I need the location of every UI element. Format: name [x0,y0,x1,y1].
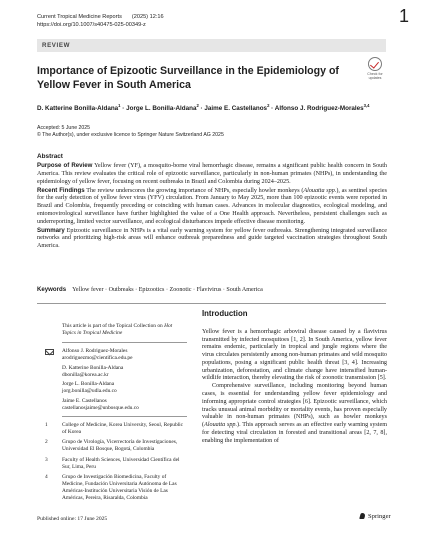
journal-issue: (2025) 12:16 [131,14,164,20]
findings-text-end: ), as sentinel species for the early detection of yellow fever virus (YFV) circulation. From January to May 2025, more than 100 epizootic events were reported in Brazil and Colombia, frequently preceding or coinciding with human cases. Advances in molecular diagnostics, ecological modeling, and entomovirological surveillance have further highlighted the value of a One Health approach. Nevertheless, persistent challenges such as underreporting, limited vector surveillance, and ecological disturbances impede effective disease monitoring. [37,187,387,225]
abstract-heading: Abstract [37,153,63,160]
affiliation-number: 3 [45,456,48,463]
section-divider [37,303,386,304]
published-online-date: Published online: 17 June 2025 [37,516,108,522]
publisher-name: Springer [368,513,391,520]
topical-collection-note [62,323,187,337]
contact-entry [62,398,187,412]
contact-name: D. Katterine Bonilla-Aldana [62,364,124,371]
affiliation-text: Grupo de Virología, Vicerrectoría de Investigaciones, Universidad El Bosque, Bogotá, Colombia [62,439,178,453]
author-name[interactable]: Jaime E. Castellanos [204,105,268,113]
purpose-label: Purpose of Review [37,162,93,170]
check-updates-line2: updates [368,76,382,81]
publisher-logo[interactable] [359,513,391,520]
introduction-section [202,310,387,446]
keyword[interactable]: · Flavivirus [192,287,222,293]
summary-label: Summary [37,226,65,234]
author-name[interactable]: Jorge L. Bonilla-Aldana [126,105,197,113]
species-name: Alouatta spp. [303,187,337,194]
affiliation-number: 4 [45,474,48,480]
check-updates-icon [368,57,382,71]
author-name[interactable]: Alfonso J. Rodriguez-Morales [274,105,364,113]
author-affiliation-ref: 2 [267,103,270,108]
contact-name: Jorge L. Bonilla-Aldana [62,381,115,388]
author-affiliation-ref: 3,4 [363,103,370,108]
contact-entry [62,365,187,379]
abstract-section [37,153,387,251]
affiliation-item [45,456,187,471]
affiliation-item [45,422,187,436]
contact-email[interactable]: dbonilla@korea.ac.kr [62,371,109,378]
article-title: Importance of Epizootic Surveillance in the Epidemiology of Yellow Fever in South America [37,65,339,91]
page-number: 1 [398,6,409,26]
keywords-label: Keywords [37,286,67,293]
keyword[interactable]: · Zoonotic [164,287,191,293]
keyword[interactable]: · South America [221,287,262,293]
abstract-summary [37,227,387,251]
author-list: D. Katterine Bonilla-Aldana$^1$ · Jorge L. Bonilla-Aldana$^2$ · Jaime E. Castellanos$^2$ · Alfonso J. Rodriguez-Morales$^{3,4}$ [37,103,370,113]
affiliation-text: Grupo de Investigación Biomedicina, Faculty of Medicine, Fundación Universitaria Autónoma de Las Américas-Institución Universitaria Visión de Las Américas, Pereira, Risaralda, Colombia [62,474,177,501]
springer-horse-icon [359,513,366,520]
findings-label: Recent Findings [37,186,85,194]
accepted-date: Accepted: 5 June 2025 [37,125,91,131]
contact-name: Alfonso J. Rodriguez-Morales [62,347,128,354]
contact-entry [62,348,187,362]
affiliation-text: College of Medicine, Korea University, Seoul, Republic of Korea [62,422,184,435]
journal-header [37,14,174,29]
journal-name: Current Tropical Medicine Reports [37,14,122,20]
keyword[interactable]: · Epizootics [134,287,165,293]
paragraph-text-start: Comprehensive surveillance, including monitoring beyond human cases, is essential for understanding yellow fever epidemiology and informing appropriate control strategies [6]. Epizootic surveillance, which tracks unusual animal morbidity or mortality events, has proven especially valuable in non-human primates (NHPs), such as howler monkeys ( [202,383,387,429]
article-dates [37,125,224,139]
corresponding-author-block [62,348,187,412]
summary-text: Epizootic surveillance in NHPs is a vital early warning system for yellow fever outbreaks. Strengthening integrated surveillance networks and prioritizing high-risk areas will enhance outbreak preparedness and guide targeted vaccination strategies throughout South America. [37,227,387,250]
collection-name: Hot Topics in Tropical Medicine [62,323,173,336]
affiliation-number: 1 [45,422,48,429]
affiliation-item [45,439,187,453]
envelope-icon [45,349,54,355]
findings-text-start: The review underscores the growing importance of NHPs, especially howler monkeys ( [86,187,304,194]
contact-name: Jaime E. Castellanos [62,398,107,405]
keywords-row [37,286,263,294]
introduction-paragraph [202,383,387,445]
paragraph-text-end: ). This approach serves as an effective early warning system for detecting viral circulation in forested and transitional areas [2, 7, 8], enabling the implementation of [202,422,387,444]
species-name: Alouatta spp. [204,422,238,429]
abstract-findings [37,187,387,227]
abstract-purpose [37,162,387,186]
author-affiliation-ref: 2 [196,103,199,108]
author-affiliation-ref: 1 [118,103,121,108]
doi-link[interactable]: https://doi.org/10.1007/s40475-025-00349-z [37,21,146,28]
check-for-updates-badge[interactable] [364,57,386,80]
article-type-label: REVIEW [42,41,71,49]
purpose-text: Yellow fever (YF), a mosquito-borne viral hemorrhagic disease, remains a significant public health concern in South America. This review evaluates the critical role of epizootic surveillance, particularly in non-human primates (NHPs), in understanding the epidemiology of yellow fever, focusing on recent outbreaks in Brazil and Colombia during 2024–2025. [37,163,388,185]
contact-email[interactable]: jorg.bonilla@udla.edu.co [62,388,117,395]
affiliation-number: 2 [45,439,48,446]
copyright-notice: © The Author(s), under exclusive licence to Springer Nature Switzerland AG 2025 [37,132,224,139]
contact-email[interactable]: arodriguezmo@cientifica.edu.pe [62,354,133,361]
notes-divider [62,342,187,343]
topical-text: This article is part of the Topical Collection on [62,323,165,329]
contact-entry [62,381,187,395]
affiliation-text: Faculty of Health Sciences, Universidad Científica del Sur, Lima, Peru [62,456,180,470]
keyword[interactable]: Yellow fever [72,287,104,293]
article-notes-column [45,323,187,505]
notes-divider [62,416,187,417]
keyword[interactable]: · Outbreaks [104,287,134,293]
introduction-paragraph: Yellow fever is a hemorrhagic arboviral disease caused by a flavivirus transmitted by infected mosquitoes [1, 2]. In South America, yellow fever remains endemic, particularly in tropical and jungle regions where the virus circulates persistently among non-human primates and wild mosquito populations, posing a significant public health threat [3, 4]. Increasing urbanization, deforestation, and climate change have intensified human-wildlife interaction, thereby elevating the risk of zoonotic transmission [5]. [202,328,387,382]
affiliation-item [45,474,187,502]
author-name[interactable]: D. Katterine Bonilla-Aldana [37,105,119,113]
article-type-bar [37,39,386,52]
check-updates-line1: Check for [367,72,383,76]
introduction-heading: Introduction [202,309,248,318]
contact-email[interactable]: castellanosjaime@unbosque.edu.co [62,405,139,412]
